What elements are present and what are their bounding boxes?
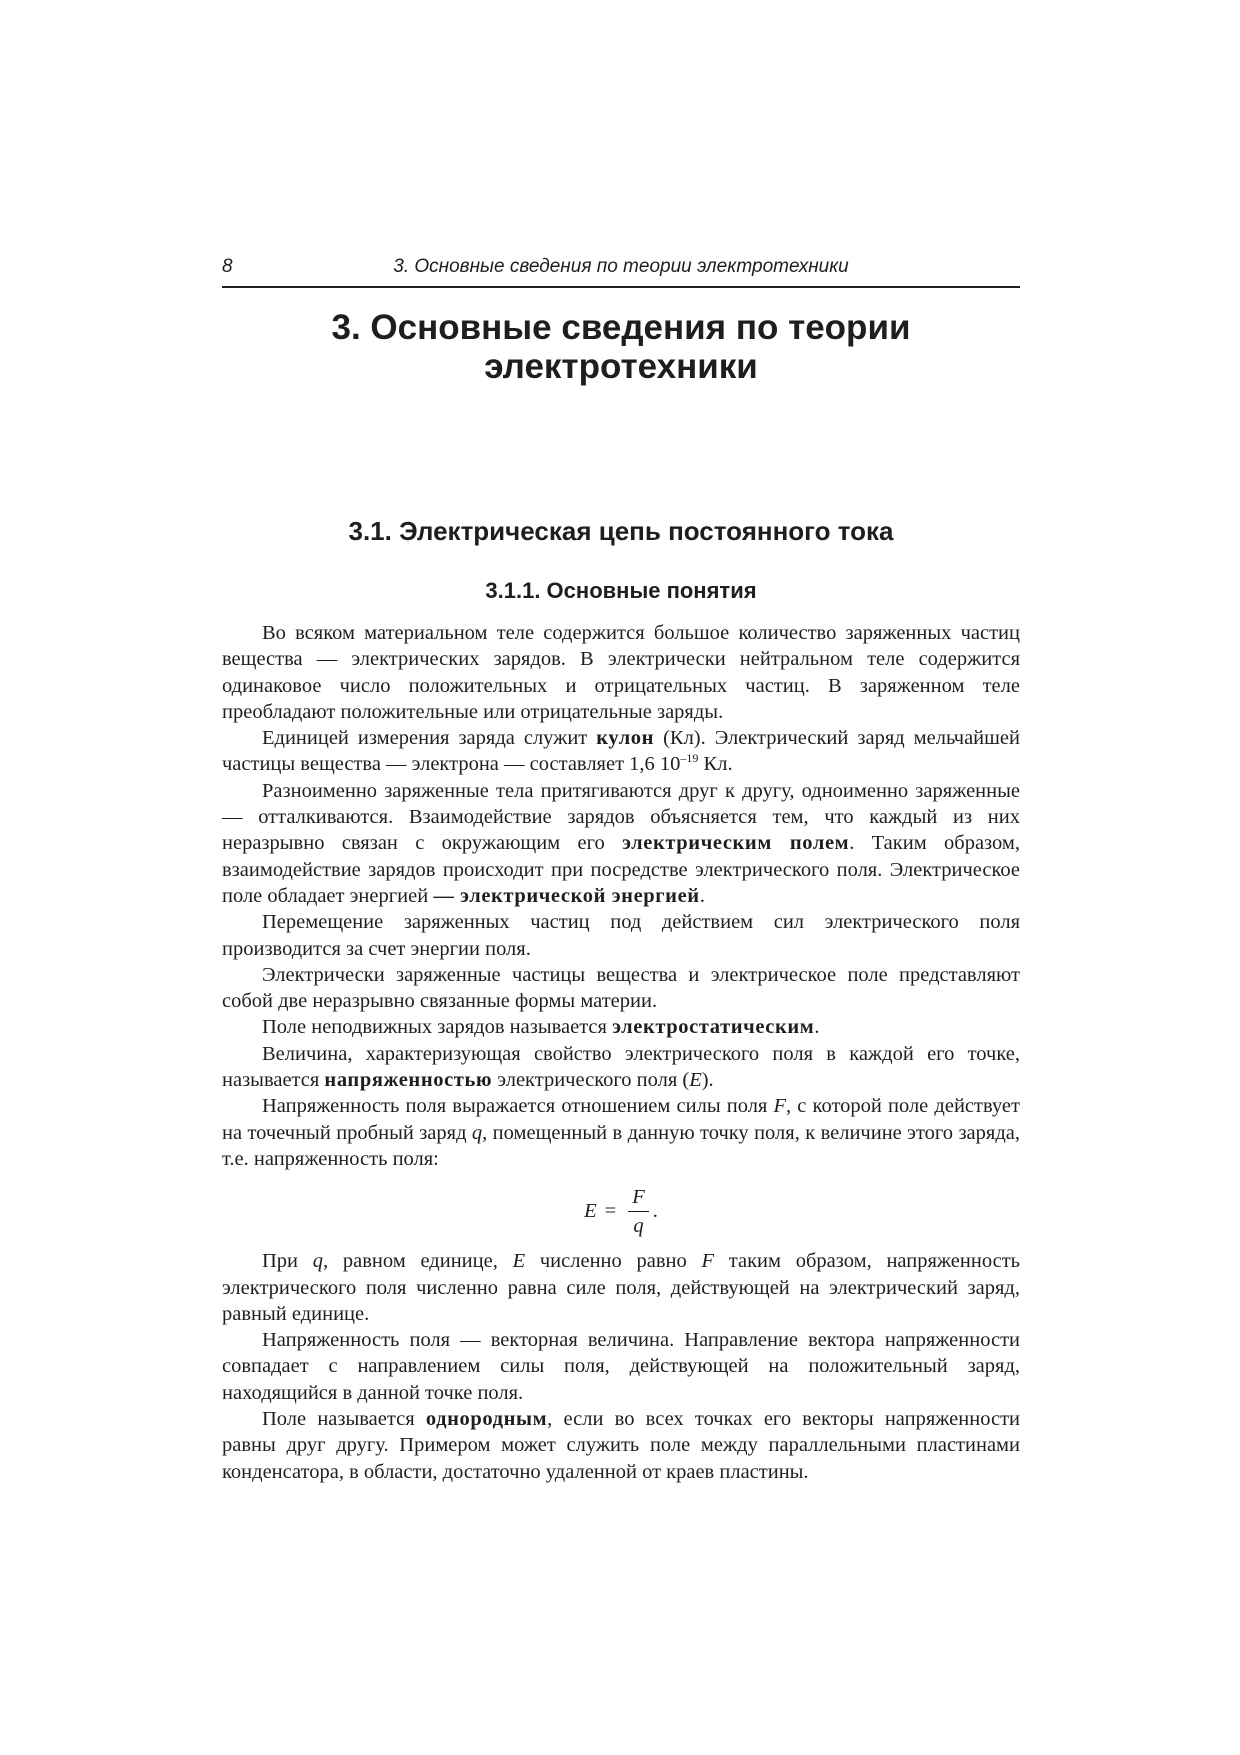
text-run: Разноименно заряженные тела притягиваются друг к другу, одноименно заряженные — отталкиваются. Взаимодействие зарядов объясняется тем, что каждый из них неразрывно связан с окружающим его [222,779,1020,855]
paragraph-4: Перемещение заряженных частиц под действием сил электрического поля производится за счет энергии поля. [222,911,1020,960]
text-run: . Таким образом, взаимодействие зарядов происходит при посредстве электрического поля. Электрическое поле обладает энергией [222,832,1020,907]
term-electric-field: электрическим полем [622,832,850,855]
formula-denominator: q [633,1214,644,1237]
chapter-title-line-2: электротехники [484,347,758,386]
paragraph-5: Электрически заряженные частицы вещества и электрическое поле представляют собой две неразрывно связанные формы материи. [222,963,1020,1013]
text-run: , помещенный в данную точку поля, к величине этого заряда, т.е. напряженность поля: [222,1121,1020,1170]
paragraph-6 [222,1014,1020,1040]
formula-equals: = [604,1200,617,1223]
text-run: Величина, характеризующая свойство электрического поля в каждой его точке, называется [222,1042,1020,1092]
symbol-F: F [773,1095,787,1118]
formula-field-strength [222,1176,1020,1246]
body-text [222,620,1020,1485]
paragraph-11 [222,1406,1020,1485]
text-run: Поле неподвижных зарядов называется [262,1016,613,1039]
term-electric-energy: — электрической энергией [433,884,700,907]
term-field-strength: напряженностью [324,1069,493,1092]
text-run: Кл. [698,753,733,776]
symbol-F: F [701,1250,715,1273]
term-electrostatic: электростатическим [612,1016,815,1039]
term-coulomb: кулон [596,727,655,750]
running-title: 3. Основные сведения по теории электротехники [393,256,849,277]
text-run: численно равно [525,1250,702,1273]
symbol-q: q [471,1121,483,1144]
text-run: . [814,1016,820,1039]
paragraph-9 [222,1248,1020,1327]
text-run: Единицей измерения заряда служит [262,727,597,750]
text-run: , с которой поле действует на точечный пробный заряд [222,1095,1020,1144]
text-run: При [262,1250,313,1273]
symbol-q: q [312,1250,324,1273]
paragraph-2 [222,725,1020,778]
chapter-title-line-1: 3. Основные сведения по теории [331,308,911,347]
text-run: Поле называется [262,1408,426,1431]
text-run: , равном единице, [323,1250,513,1273]
paragraph-8 [222,1093,1020,1172]
running-header [222,250,1020,288]
text-run: , если во всех точках его векторы напряженности равны друг другу. Примером может служить поле между параллельными пластинами конденсатора, в области, достаточно удаленной от краев пластины. [222,1408,1020,1483]
text-run: (Кл). Электрический заряд мельчайшей частицы вещества — электрона — составляет 1,6 10 [222,727,1020,776]
subsection-title: 3.1.1. Основные понятия [485,578,757,603]
text-run: таким образом, напряженность электрического поля численно равна силе поля, действующей на электрический заряд, равный единице. [222,1250,1021,1325]
exponent: –19 [680,751,699,766]
symbol-E: E [689,1069,702,1092]
formula-period: . [652,1200,658,1223]
paragraph-10: Напряженность поля — векторная величина. Направление вектора напряженности совпадает с направлением силы поля, действующей на положительный заряд, находящийся в данной точке поля. [222,1329,1020,1404]
paragraph-7 [222,1041,1020,1094]
text-run: Напряженность поля выражается отношением силы поля [262,1095,774,1118]
document-page [222,250,1020,1485]
section-title: 3.1. Электрическая цепь постоянного тока [348,516,894,546]
text-run: электрического поля ( [492,1069,690,1092]
term-uniform: однородным [425,1408,548,1431]
text-run: ). [701,1069,714,1092]
formula-fraction [628,1184,649,1239]
text-run: . [699,884,705,907]
chapter-title [222,308,1020,386]
formula-numerator: F [628,1184,649,1212]
page-number: 8 [222,256,233,277]
formula-lhs: E [584,1200,597,1223]
symbol-E: E [512,1250,526,1273]
paragraph-1: Во всяком материальном теле содержится большое количество заряженных частиц вещества — электрических зарядов. В электрически нейтральном теле содержится одинаковое число положительных и отрицательных частиц. В заряженном теле преобладают положительные или отрицательные заряды. [222,622,1020,723]
paragraph-3 [222,778,1020,909]
